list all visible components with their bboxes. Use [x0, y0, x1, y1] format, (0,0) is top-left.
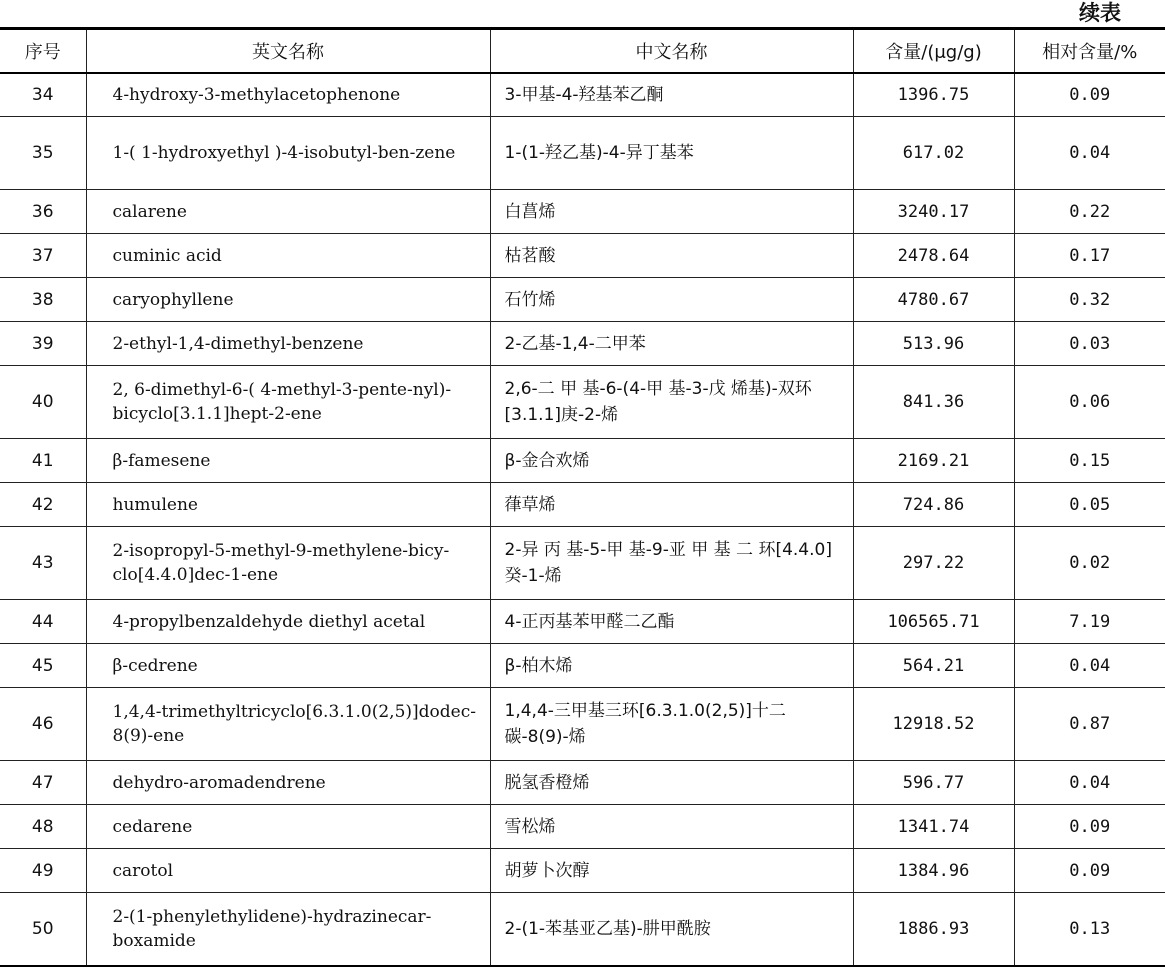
relative-content-cell: 0.15 — [1014, 439, 1165, 483]
serial-number-cell: 48 — [0, 805, 86, 849]
relative-content-cell: 0.03 — [1014, 322, 1165, 366]
relative-content-cell: 0.22 — [1014, 190, 1165, 234]
chinese-name-cell: 1-(1-羟乙基)-4-异丁基苯 — [490, 117, 853, 190]
content-value-cell: 4780.67 — [853, 278, 1014, 322]
table-row — [0, 600, 1165, 644]
english-name-cell: β-famesene — [86, 439, 490, 483]
table-row — [0, 73, 1165, 117]
relative-content-cell: 7.19 — [1014, 600, 1165, 644]
serial-number-cell: 38 — [0, 278, 86, 322]
content-value-cell: 617.02 — [853, 117, 1014, 190]
chinese-name-cell: 2-异 丙 基-5-甲 基-9-亚 甲 基 二 环[4.4.0]癸-1-烯 — [490, 527, 853, 600]
content-value-cell: 1886.93 — [853, 893, 1014, 966]
table-row — [0, 234, 1165, 278]
serial-number-cell: 35 — [0, 117, 86, 190]
header-relative-content: 相对含量/% — [1014, 29, 1165, 73]
content-value-cell: 724.86 — [853, 483, 1014, 527]
serial-number-cell: 46 — [0, 688, 86, 761]
table-row — [0, 117, 1165, 190]
serial-number-cell: 39 — [0, 322, 86, 366]
chinese-name-cell: 雪松烯 — [490, 805, 853, 849]
english-name-cell: β-cedrene — [86, 644, 490, 688]
table-row — [0, 805, 1165, 849]
english-name-cell: 2-(1-phenylethylidene)-hydrazinecar-boxamide — [86, 893, 490, 966]
english-name-cell: cedarene — [86, 805, 490, 849]
chinese-name-cell: 1,4,4-三甲基三环[6.3.1.0(2,5)]十二碳-8(9)-烯 — [490, 688, 853, 761]
table-row — [0, 849, 1165, 893]
content-value-cell: 12918.52 — [853, 688, 1014, 761]
table-row — [0, 644, 1165, 688]
serial-number-cell: 47 — [0, 761, 86, 805]
header-chinese-name: 中文名称 — [490, 29, 853, 73]
table-row — [0, 483, 1165, 527]
table-row — [0, 322, 1165, 366]
table-row — [0, 190, 1165, 234]
relative-content-cell: 0.02 — [1014, 527, 1165, 600]
content-value-cell: 2478.64 — [853, 234, 1014, 278]
table-row — [0, 893, 1165, 966]
relative-content-cell: 0.04 — [1014, 761, 1165, 805]
serial-number-cell: 40 — [0, 366, 86, 439]
chinese-name-cell: 枯茗酸 — [490, 234, 853, 278]
chinese-name-cell: 4-正丙基苯甲醛二乙酯 — [490, 600, 853, 644]
chinese-name-cell: 2-乙基-1,4-二甲苯 — [490, 322, 853, 366]
chinese-name-cell: β-柏木烯 — [490, 644, 853, 688]
table-header-row — [0, 29, 1165, 73]
content-value-cell: 2169.21 — [853, 439, 1014, 483]
english-name-cell: 4-hydroxy-3-methylacetophenone — [86, 73, 490, 117]
compounds-table — [0, 27, 1165, 967]
english-name-cell: cuminic acid — [86, 234, 490, 278]
serial-number-cell: 45 — [0, 644, 86, 688]
content-value-cell: 564.21 — [853, 644, 1014, 688]
content-value-cell: 596.77 — [853, 761, 1014, 805]
serial-number-cell: 49 — [0, 849, 86, 893]
relative-content-cell: 0.05 — [1014, 483, 1165, 527]
content-value-cell: 1396.75 — [853, 73, 1014, 117]
chinese-name-cell: 胡萝卜次醇 — [490, 849, 853, 893]
serial-number-cell: 36 — [0, 190, 86, 234]
serial-number-cell: 34 — [0, 73, 86, 117]
table-row — [0, 761, 1165, 805]
table-body — [0, 73, 1165, 966]
chinese-name-cell: 3-甲基-4-羟基苯乙酮 — [490, 73, 853, 117]
continued-table-label: 续表 — [1079, 1, 1121, 25]
english-name-cell: 1-( 1-hydroxyethyl )-4-isobutyl-ben-zene — [86, 117, 490, 190]
chinese-name-cell: β-金合欢烯 — [490, 439, 853, 483]
english-name-cell: 2-isopropyl-5-methyl-9-methylene-bicy-clo[4.4.0]dec-1-ene — [86, 527, 490, 600]
chinese-name-cell: 脱氢香橙烯 — [490, 761, 853, 805]
relative-content-cell: 0.04 — [1014, 644, 1165, 688]
english-name-cell: 1,4,4-trimethyltricyclo[6.3.1.0(2,5)]dodec-8(9)-ene — [86, 688, 490, 761]
english-name-cell: 4-propylbenzaldehyde diethyl acetal — [86, 600, 490, 644]
relative-content-cell: 0.13 — [1014, 893, 1165, 966]
relative-content-cell: 0.04 — [1014, 117, 1165, 190]
relative-content-cell: 0.87 — [1014, 688, 1165, 761]
table-row — [0, 527, 1165, 600]
serial-number-cell: 50 — [0, 893, 86, 966]
english-name-cell: caryophyllene — [86, 278, 490, 322]
relative-content-cell: 0.06 — [1014, 366, 1165, 439]
serial-number-cell: 44 — [0, 600, 86, 644]
english-name-cell: dehydro-aromadendrene — [86, 761, 490, 805]
relative-content-cell: 0.09 — [1014, 73, 1165, 117]
chinese-name-cell: 2-(1-苯基亚乙基)-肼甲酰胺 — [490, 893, 853, 966]
serial-number-cell: 37 — [0, 234, 86, 278]
english-name-cell: carotol — [86, 849, 490, 893]
chinese-name-cell: 2,6-二 甲 基-6-(4-甲 基-3-戊 烯基)-双环[3.1.1]庚-2-烯 — [490, 366, 853, 439]
content-value-cell: 1341.74 — [853, 805, 1014, 849]
content-value-cell: 1384.96 — [853, 849, 1014, 893]
content-value-cell: 297.22 — [853, 527, 1014, 600]
chinese-name-cell: 石竹烯 — [490, 278, 853, 322]
relative-content-cell: 0.09 — [1014, 849, 1165, 893]
serial-number-cell: 41 — [0, 439, 86, 483]
content-value-cell: 841.36 — [853, 366, 1014, 439]
serial-number-cell: 43 — [0, 527, 86, 600]
chinese-name-cell: 白菖烯 — [490, 190, 853, 234]
relative-content-cell: 0.32 — [1014, 278, 1165, 322]
relative-content-cell: 0.09 — [1014, 805, 1165, 849]
content-value-cell: 513.96 — [853, 322, 1014, 366]
english-name-cell: humulene — [86, 483, 490, 527]
english-name-cell: calarene — [86, 190, 490, 234]
header-serial-number: 序号 — [0, 29, 86, 73]
english-name-cell: 2, 6-dimethyl-6-( 4-methyl-3-pente-nyl)-bicyclo[3.1.1]hept-2-ene — [86, 366, 490, 439]
content-value-cell: 3240.17 — [853, 190, 1014, 234]
header-english-name: 英文名称 — [86, 29, 490, 73]
table-row — [0, 278, 1165, 322]
table-row — [0, 439, 1165, 483]
serial-number-cell: 42 — [0, 483, 86, 527]
header-content: 含量/(μg/g) — [853, 29, 1014, 73]
content-value-cell: 106565.71 — [853, 600, 1014, 644]
chinese-name-cell: 葎草烯 — [490, 483, 853, 527]
relative-content-cell: 0.17 — [1014, 234, 1165, 278]
english-name-cell: 2-ethyl-1,4-dimethyl-benzene — [86, 322, 490, 366]
table-row — [0, 688, 1165, 761]
table-row — [0, 366, 1165, 439]
